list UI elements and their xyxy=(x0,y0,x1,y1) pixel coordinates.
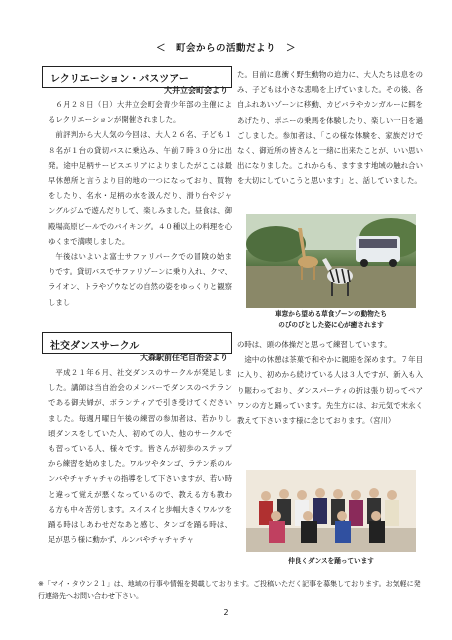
caption-line: 車窓から望める草食ゾーンの動物たち xyxy=(275,310,387,318)
article2-column-2 xyxy=(237,337,423,428)
article1-title: レクリエーション・バスツアー xyxy=(50,74,189,85)
article2-paragraph: の時は、頭の体操だと思って練習しています。 xyxy=(237,340,392,349)
article1-column-1 xyxy=(48,97,232,310)
dance-group-photo xyxy=(246,470,416,552)
article1-org: 大井立会町会より xyxy=(164,86,228,95)
article2-title: 社交ダンスサークル xyxy=(50,341,140,352)
article1-paragraph: 前評判から大人気の今回は、大人２６名、子ども１８名が１台の貸切バスに乗込み、午前７時３０分に出発。途中足柄サービスエリアによりましたがここは最早休憩所と言うより目的地の一つになっており、買物をしたり、名水・足柄の水を汲んだり、滑り台やジャングルジムで遊んだりして、楽しみました。昼食は、御殿場高原ビールでのバイキング。４０種以上の料理を心ゆくまで満喫しました。 xyxy=(48,130,232,246)
page-number: 2 xyxy=(223,608,229,617)
dance-group-illustration xyxy=(246,470,416,552)
article1-paragraph: た。目前に息衝く野生動物の迫力に、大人たちは息をのみ、子どもは小さな悲鳴を上げていました。その後、各自ふれあいゾーンに移動、カピバラやカンガルーに餌をあげたり、ポニーの乗馬を体験したり、楽しい一日を過ごしました。参加者は、「この様な体験を、家族だけでなく、御近所の皆さんと一緒に出来たことが、いい思い出になりました。これからも、ますます地域の触れ合いを大切にしていこうと思います」と、話していました。 xyxy=(237,70,423,186)
safari-illustration xyxy=(246,214,416,308)
article2-org: 大森駅前住宅自治会より xyxy=(140,353,228,362)
article1-paragraph: ６月２８日（日）大井立会町会青少年部の主催によるレクリエーションが開催されました。 xyxy=(48,100,232,125)
article2-paragraph: 平成２１年６月、社交ダンスのサークルが発足しました。講師は当自治会のメンバーでダンスのベテランである御夫婦が、ボランティアで引き受けてくださいました。毎週月曜日午後の練習の参加者は、若かりし頃ダンスをしていた人、初めての人、他のサークルでも習っている人、様々です。皆さんが初歩のステップから練習を始めました。ワルツやタンゴ、ラテン系のルンバやチャチャチャの指導をして下さいますが、若い時と違って覚えが悪くなっているので、教える方も教わる方も中々苦労します。スイスイと歩幅大きくワルツを踊る時はしあわせだなあと感じ、タンゴを踊る時は、足が思う様に動かず、ルンバやチャチャチャ xyxy=(48,368,232,545)
article2-column-1 xyxy=(48,365,232,547)
safari-photo-caption xyxy=(246,309,416,331)
page-header: ＜ 町会からの活動だより ＞ xyxy=(155,43,296,54)
article1-column-2 xyxy=(237,67,423,189)
dance-photo-caption: 仲良くダンスを踊っています xyxy=(288,557,374,565)
article1-paragraph: 午後はいよいよ富士サファリパークでの冒険の始まりです。貸切バスでサファリゾーンに乗り入れ、クマ、ライオン、トラやゾウなどの自然の姿をゆっくりと観察しまし xyxy=(48,252,232,307)
safari-photo xyxy=(246,214,416,308)
article2-paragraph: 途中の休憩は茶菓で和やかに親睦を深めます。７年目に入り、初めから続けている人は３人ですが、新入も入り賑わっており、ダンスパーティの折は張り切ってペアワンの方と踊っています。先生方には、お元気で末永く教えて下さいます様に念じております。（宮川） xyxy=(237,355,423,426)
footer-note: ※「マイ・タウン２１」は、地域の行事や情報を掲載しております。ご投稿いただく記事を募集しております。お気軽に発行連絡先へお問い合わせ下さい。 xyxy=(38,580,421,600)
caption-line: のびのびとした姿に心が癒されます xyxy=(278,321,384,329)
